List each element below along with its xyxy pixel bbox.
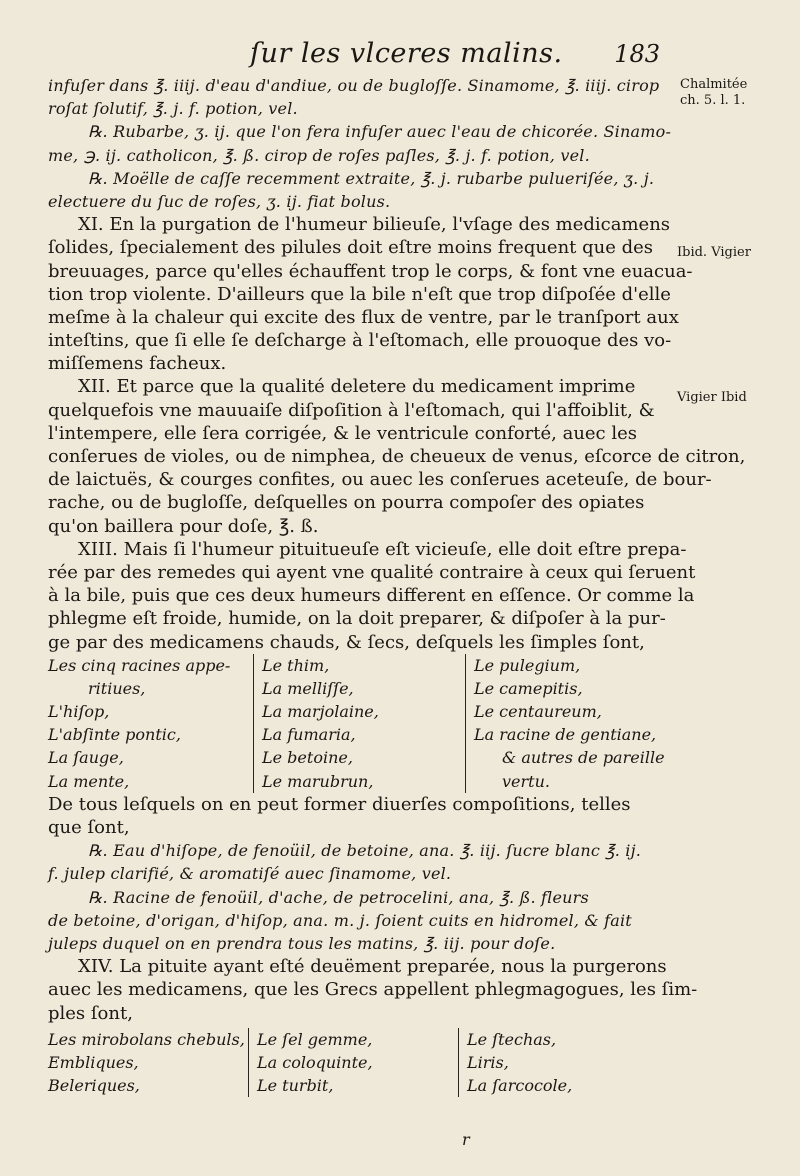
text-line: rache, ou de bugloſſe, deſquelles on pourra compoſer des opiates [48,492,645,514]
table-cell: La mente, [48,771,130,791]
text-line: tion trop violente. D'ailleurs que la bile n'eſt que trop diſpoſée d'elle [48,283,671,305]
table-cell: La fumaria, [262,725,356,745]
text-line: breuuages, parce qu'elles échauffent trop le corps, & font vne euacua- [48,260,693,282]
text-line: à la bile, puis que ces deux humeurs different en eſſence. Or comme la [48,585,695,607]
table-cell: Le pulegium, [474,655,581,675]
text-line: ℞. Moëlle de caſſe recemment extraite, ℥. j. rubarbe pulueriſée, ʒ. j. [88,168,655,188]
table-column [248,1028,458,1098]
table-cell: La marjolaine, [262,702,379,722]
page-title: ſur les vlceres malins. [250,38,563,69]
paragraph-xiii: XIII. Mais ſi l'humeur pituitueuſe eſt vicieuſe, elle doit eſtre prepa- [78,538,687,560]
paragraph-xi: XI. En la purgation de l'humeur bilieuſe, l'vſage des medicamens [78,214,671,236]
signature-mark: r [462,1130,470,1149]
table-column [48,654,253,793]
simples-table-1 [48,654,673,793]
text-line: roſat ſolutif, ℥. j. f. potion, vel. [48,99,298,119]
text-line: De tous leſquels on en peut former diuerſes compoſitions, telles [48,793,631,815]
table-cell: La ſarcocole, [467,1076,573,1096]
text-line: de laictuës, & courges confites, ou auec les conſerues aceteuſe, de bour- [48,469,712,491]
table-cell: Le marubrun, [262,771,374,791]
paragraph-xiv: XIV. La pituite ayant eſté deuëment preparée, nous la purgerons [78,956,667,978]
table-cell: Le ſtechas, [467,1029,557,1049]
text-line: ge par des medicamens chauds, & ſecs, deſquels les ſimples ſont, [48,631,645,653]
simples-table-2 [48,1028,673,1098]
text-line: f. julep clarifié, & aromatiſé auec ſinamome, vel. [48,864,452,884]
text-line: ℞. Rubarbe, ʒ. ij. que l'on fera infuſer auec l'eau de chicorée. Sinamo- [88,122,672,142]
table-cell: Le centaureum, [474,702,602,722]
table-cell: Le turbit, [257,1076,334,1096]
table-cell: L'hiſop, [48,702,110,722]
text-line: quelquefois vne mauuaiſe diſpoſition à l'eſtomach, qui l'affoiblit, & [48,399,655,421]
table-cell: La coloquinte, [257,1052,373,1072]
table-cell: Embliques, [48,1052,139,1072]
table-column [458,1028,673,1098]
text-line: l'intempere, elle ſera corrigée, & le ventricule conforté, auec les [48,422,638,444]
text-line: phlegme eſt froide, humide, on la doit preparer, & diſpoſer à la pur- [48,608,666,630]
table-cell: Le betoine, [262,748,353,768]
table-column [48,1028,248,1098]
text-line: auec les medicamens, que les Grecs appellent phlegmagogues, les ſim- [48,979,698,1001]
text-line: rée par des remedes qui ayent vne qualité contraire à ceux qui ſeruent [48,561,696,583]
text-line: inteſtins, que ſi elle ſe deſcharge à l'eſtomach, elle prouoque des vo- [48,330,672,352]
text-line: ſolides, ſpecialement des pilules doit eſtre moins frequent que des [48,237,654,259]
paragraph-xii: XII. Et parce que la qualité deletere du medicament imprime [78,376,636,398]
table-column [253,654,465,793]
table-cell: Liris, [467,1052,509,1072]
text-line: de betoine, d'origan, d'hiſop, ana. m. j. ſoient cuits en hidromel, & fait [48,910,632,930]
text-line: ℞. Eau d'hiſope, de fenoüil, de betoine, ana. ℥. iij. ſucre blanc ℥. ij. [88,841,642,861]
text-line: que ſont, [48,817,130,838]
margin-note-line: Chalmitée [680,77,748,92]
text-line: meſme à la chaleur qui excite des flux de ventre, par le tranſport aux [48,306,679,328]
text-line: ℞. Racine de fenoüil, d'ache, de petrocelini, ana, ℥. ß. fleurs [88,887,589,907]
text-line: qu'on baillera pour doſe, ℥. ß. [48,515,319,537]
table-cell: Le thim, [262,655,330,675]
table-cell: & autres de pareille [502,748,665,768]
table-cell: L'abſinte pontic, [48,725,181,745]
text-line: miſſemens facheux. [48,353,227,375]
table-cell: Le camepitis, [474,678,583,698]
margin-note-1 [680,77,747,109]
table-cell: Le ſel gemme, [257,1029,373,1049]
text-line: ples ſont, [48,1002,133,1024]
text-line: me, ℈. ij. catholicon, ℥. ß. cirop de roſes paſles, ℥. j. f. potion, vel. [48,145,590,165]
table-cell: Les mirobolans chebuls, [48,1029,245,1049]
text-line: conſerues de violes, ou de nimphea, de cheueux de venus, eſcorce de citron, [48,446,746,467]
text-line: electuere du ſuc de roſes, ʒ. ij. fiat bolus. [48,191,391,211]
table-cell: Beleriques, [48,1076,140,1096]
margin-note-2: Ibid. Vigier [677,245,751,260]
running-header [250,38,660,74]
margin-note-line: ch. 5. l. 1. [680,93,746,108]
table-cell: Les cinq racines appe- [48,655,231,675]
text-line: infuſer dans ℥. iiij. d'eau d'andiue, ou de bugloſſe. Sinamome, ℥. iiij. cirop [48,76,660,95]
table-column [465,654,673,793]
table-cell: La melliſſe, [262,678,354,698]
page-number: 183 [614,40,660,68]
margin-note-3: Vigier Ibid [677,390,747,405]
table-cell: vertu. [502,771,550,791]
table-cell: ritiues, [88,678,146,698]
table-cell: La ſauge, [48,748,124,768]
text-line: juleps duquel on en prendra tous les matins, ℥. iij. pour doſe. [48,933,556,953]
table-cell: La racine de gentiane, [474,725,657,745]
